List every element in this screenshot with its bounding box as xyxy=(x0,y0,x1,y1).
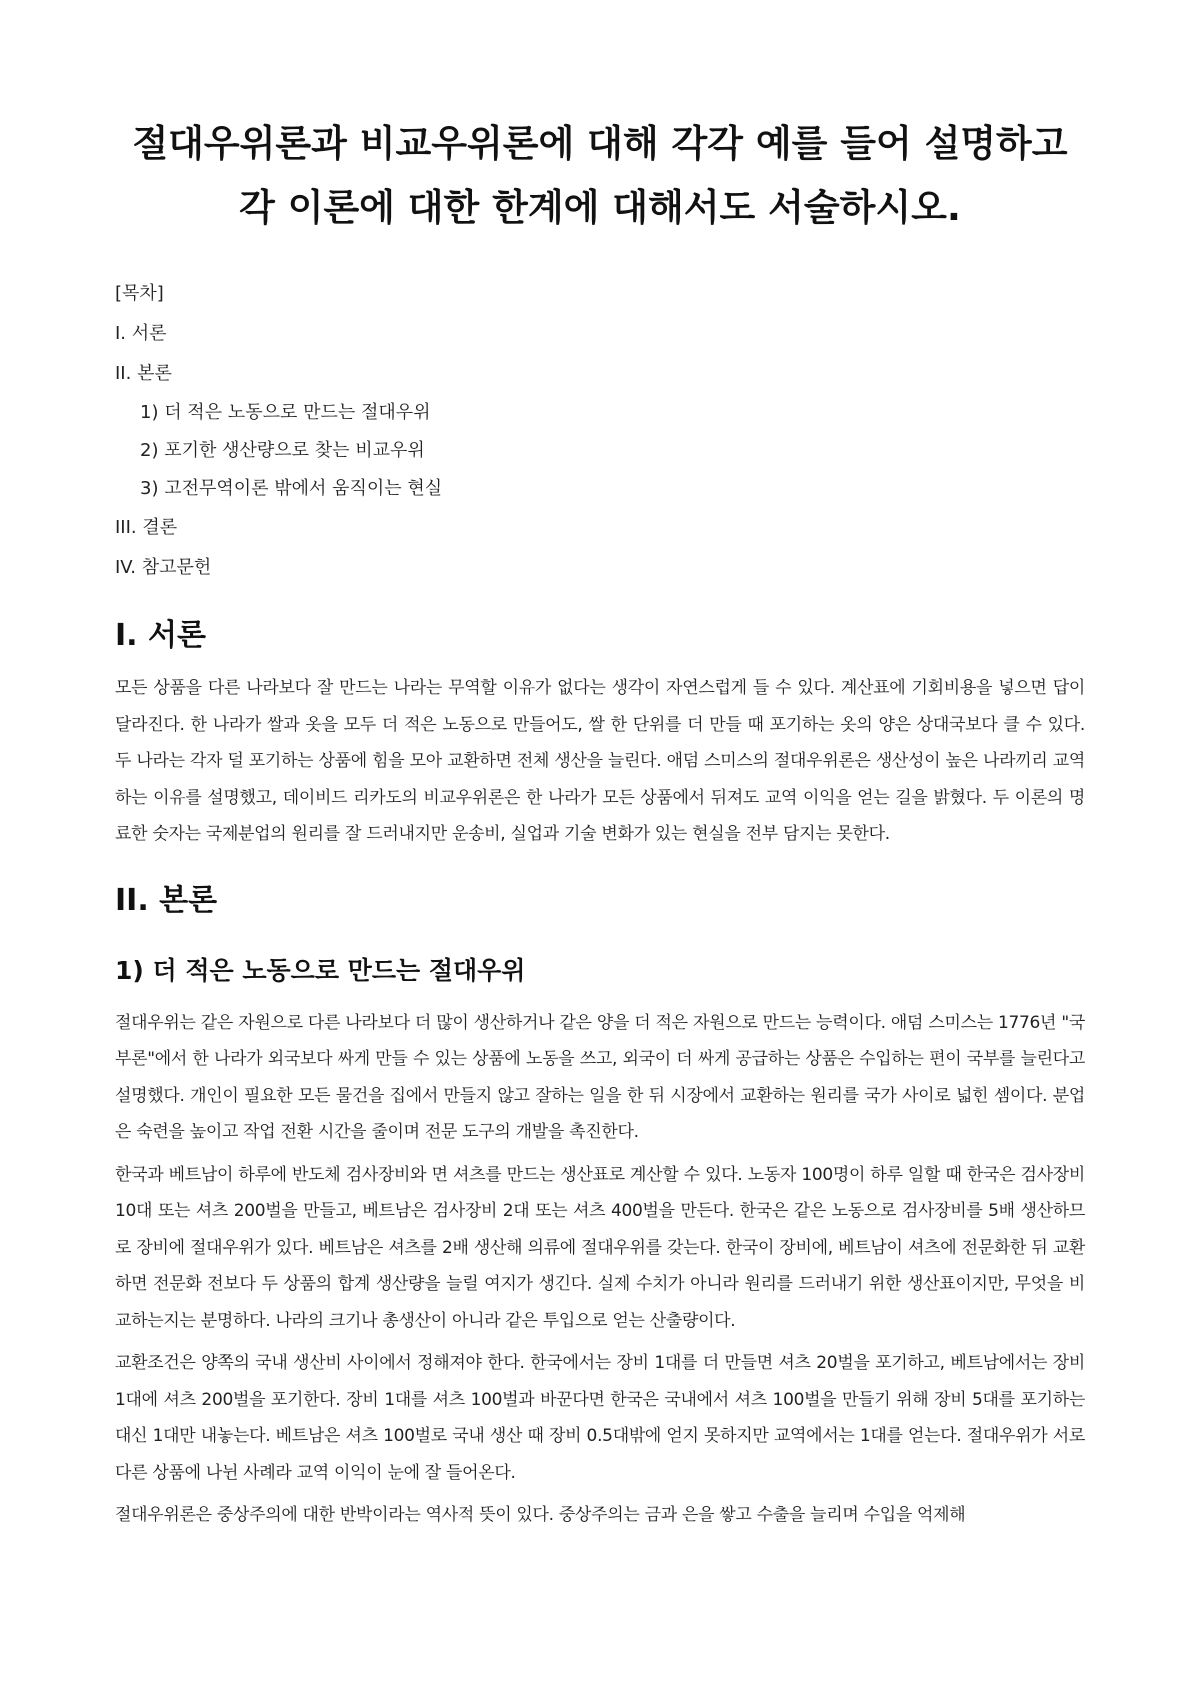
subsection-1-heading: 1) 더 적은 노동으로 만드는 절대우위 xyxy=(115,955,526,985)
intro-heading: I. 서론 xyxy=(115,618,206,653)
document-title: 절대우위론과 비교우위론에 대해 각각 예를 들어 설명하고 각 이론에 대한 한계에 대해서도 서술하시오. xyxy=(132,122,1068,229)
body-heading: II. 본론 xyxy=(115,882,218,918)
subsection-1-paragraph: 절대우위는 같은 자원으로 다른 나라보다 더 많이 생산하거나 같은 양을 더 적은 자원으로 만드는 능력이다. 애덤 스미스는 1776년 "국부론"에서 한 나라가 외국보다 싸게 만들 수 있는 상품에 노동을 쓰고, 외국이 더 싸게 공급하는 상품은 수입하는 편이 국부를 늘린다고 설명했다. 개인이 필요한 모든 물건을 집에서 만들지 않고 잘하는 일을 한 뒤 시장에서 교환하는 원리를 국가 사이로 넓힌 셈이다. 분업은 숙련을 높이고 작업 전환 시간을 줄이며 전문 도구의 개발을 촉진한다. xyxy=(115,1012,1085,1142)
toc-item-conclusion: III. 결론 xyxy=(115,517,178,538)
subsection-1-paragraph: 교환조건은 양쪽의 국내 생산비 사이에서 정해져야 한다. 한국에서는 장비 1대를 더 만들면 셔츠 20벌을 포기하고, 베트남에서는 장비 1대에 셔츠 200벌을 포기한다. 장비 1대를 셔츠 100벌과 바꾼다면 한국은 국내에서 셔츠 100벌을 만들기 위해 장비 5대를 포기하는 대신 1대만 내놓는다. 베트남은 셔츠 100벌로 국내 생산 때 장비 0.5대밖에 얻지 못하지만 교역에서는 1대를 얻는다. 절대우위가 서로 다른 상품에 나뉜 사례라 교역 이익이 눈에 잘 들어온다. xyxy=(115,1353,1085,1483)
toc-item-intro: I. 서론 xyxy=(115,323,167,344)
subsection-1-paragraph: 한국과 베트남이 하루에 반도체 검사장비와 면 셔츠를 만드는 생산표로 계산할 수 있다. 노동자 100명이 하루 일할 때 한국은 검사장비 10대 또는 셔츠 200벌을 만들고, 베트남은 검사장비 2대 또는 셔츠 400벌을 만든다. 한국은 같은 노동으로 검사장비를 5배 생산하므로 장비에 절대우위가 있다. 베트남은 셔츠를 2배 생산해 의류에 절대우위를 갖는다. 한국이 장비에, 베트남이 셔츠에 전문화한 뒤 교환하면 전문화 전보다 두 상품의 합계 생산량을 늘릴 여지가 생긴다. 실제 수치가 아니라 원리를 드러내기 위한 생산표이지만, 무엇을 비교하는지는 분명하다. 나라의 크기나 총생산이 아니라 같은 투입으로 얻는 산출량이다. xyxy=(115,1164,1085,1331)
table-of-contents xyxy=(115,274,1085,588)
toc-item-body-1: 1) 더 적은 노동으로 만드는 절대우위 xyxy=(140,402,431,423)
toc-item-references: IV. 참고문헌 xyxy=(115,557,212,578)
toc-item-body: II. 본론 xyxy=(115,363,172,384)
toc-item-body-3: 3) 고전무역이론 밖에서 움직이는 현실 xyxy=(140,478,443,499)
intro-paragraph: 모든 상품을 다른 나라보다 잘 만드는 나라는 무역할 이유가 없다는 생각이 자연스럽게 들 수 있다. 계산표에 기회비용을 넣으면 답이 달라진다. 한 나라가 쌀과 옷을 모두 더 적은 노동으로 만들어도, 쌀 한 단위를 더 만들 때 포기하는 옷의 양은 상대국보다 클 수 있다. 두 나라는 각자 덜 포기하는 상품에 힘을 모아 교환하면 전체 생산을 늘린다. 애덤 스미스의 절대우위론은 생산성이 높은 나라끼리 교역하는 이유를 설명했고, 데이비드 리카도의 비교우위론은 한 나라가 모든 상품에서 뒤져도 교역 이익을 얻는 길을 밝혔다. 두 이론의 명료한 숫자는 국제분업의 원리를 잘 드러내지만 운송비, 실업과 기술 변화가 있는 현실을 전부 담지는 못한다. xyxy=(115,678,1085,844)
subsection-1-paragraph: 절대우위론은 중상주의에 대한 반박이라는 역사적 뜻이 있다. 중상주의는 금과 은을 쌓고 수출을 늘리며 수입을 억제해 xyxy=(115,1505,966,1525)
toc-label: [목차] xyxy=(115,283,164,304)
toc-item-body-2: 2) 포기한 생산량으로 찾는 비교우위 xyxy=(140,440,425,461)
